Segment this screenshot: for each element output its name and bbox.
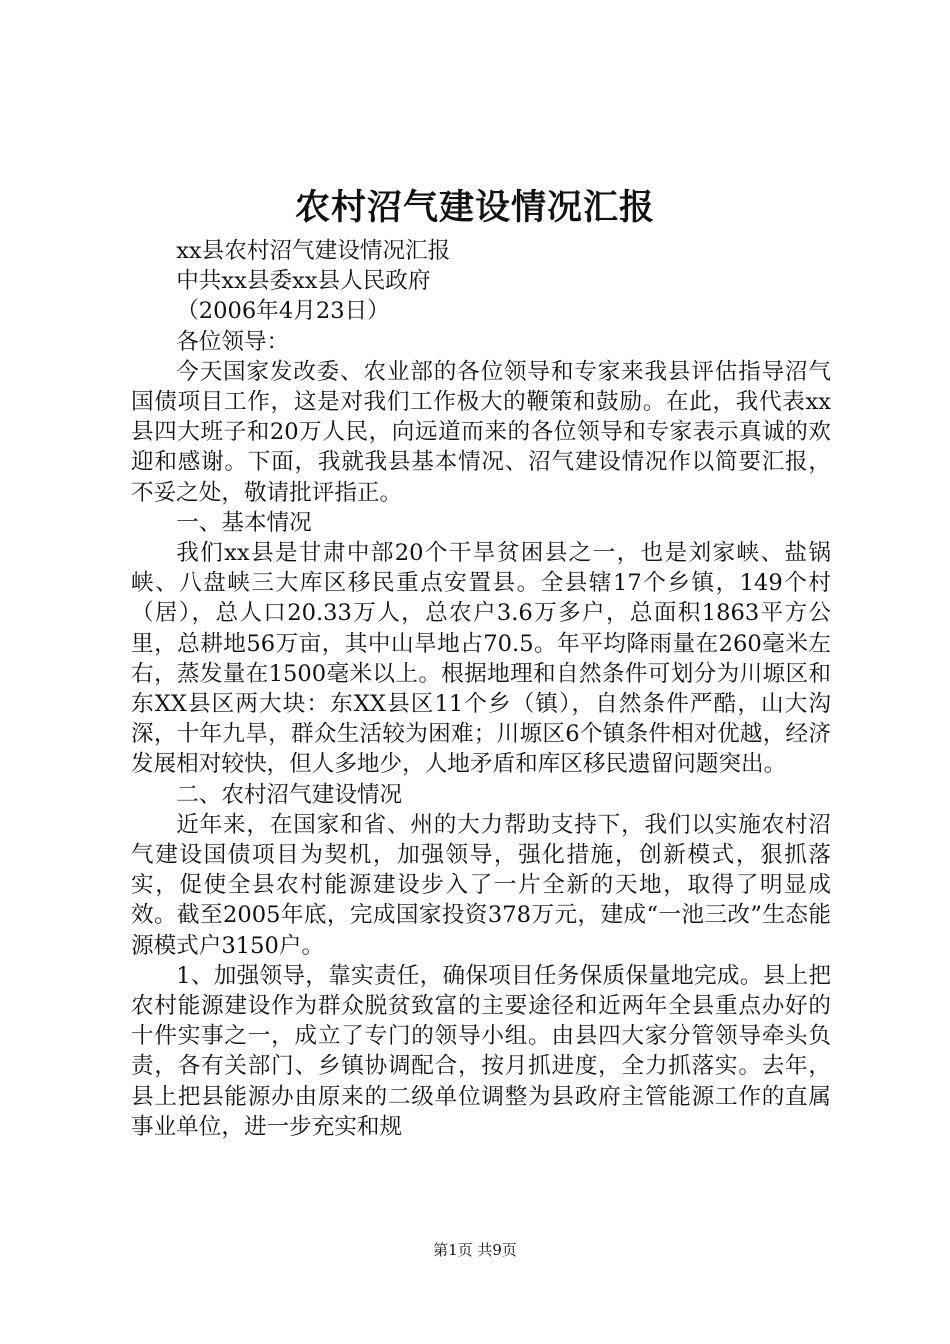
intro-paragraph: 今天国家发改委、农业部的各位领导和专家来我县评估指导沼气国债项目工作，这是对我们工作极大的鞭策和鼓励。在此，我代表xx县四大班子和20万人民，向远道而来的各位领导和专家表示真诚的欢迎和感谢。下面，我就我县基本情况、沼气建设情况作以简要汇报，不妥之处，敬请批评指正。 <box>131 358 831 506</box>
basic-info-paragraph: 我们xx县是甘肃中部20个干旱贫困县之一，也是刘家峡、盐锅峡、八盘峡三大库区移民重点安置县。全县辖17个乡镇，149个村（居），总人口20.33万人，总农户3.6万多户，总面积1863平方公里，总耕地56万亩，其中山旱地占70.5。年平均降雨量在260毫米左右，蒸发量在1500毫米以上。根据地理和自然条件可划分为川塬区和东XX县区两大块：东XX县区11个乡（镇），自然条件严酷，山大沟深，十年九旱，群众生活较为困难；川塬区6个镇条件相对优越，经济发展相对较快，但人多地少，人地矛盾和库区移民遗留问题突出。 <box>131 540 831 778</box>
page-number: 第1页 共9页 <box>433 1241 517 1259</box>
author-line: 中共xx县委xx县人民政府 <box>176 268 431 295</box>
section-heading-basic: 一、基本情况 <box>176 509 312 536</box>
biogas-paragraph: 近年来，在国家和省、州的大力帮助支持下，我们以实施农村沼气建设国债项目为契机，加强领导，强化措施，创新模式，狠抓落实，促使全县农村能源建设步入了一片全新的天地，取得了明显成效。截至2005年底，完成国家投资378万元，建成“一池三改”生态能源模式户3150户。 <box>131 811 831 959</box>
subtitle-line: xx县农村沼气建设情况汇报 <box>176 238 451 264</box>
document-title: 农村沼气建设情况汇报 <box>294 187 655 228</box>
leadership-paragraph: 1、加强领导，靠实责任，确保项目任务保质保量地完成。县上把农村能源建设作为群众脱贫致富的主要途径和近两年全县重点办好的十件实事之一，成立了专门的领导小组。由县四大家分管领导牵头负责，各有关部门、乡镇协调配合，按月抓进度，全力抓落实。去年，县上把县能源办由原来的二级单位调整为县政府主管能源工作的直属事业单位，进一步充实和规 <box>131 962 831 1140</box>
document-body <box>131 236 831 1142</box>
salutation: 各位领导： <box>176 328 290 355</box>
section-heading-biogas: 二、农村沼气建设情况 <box>176 781 403 808</box>
date-line: （2006年4月23日） <box>176 298 390 325</box>
